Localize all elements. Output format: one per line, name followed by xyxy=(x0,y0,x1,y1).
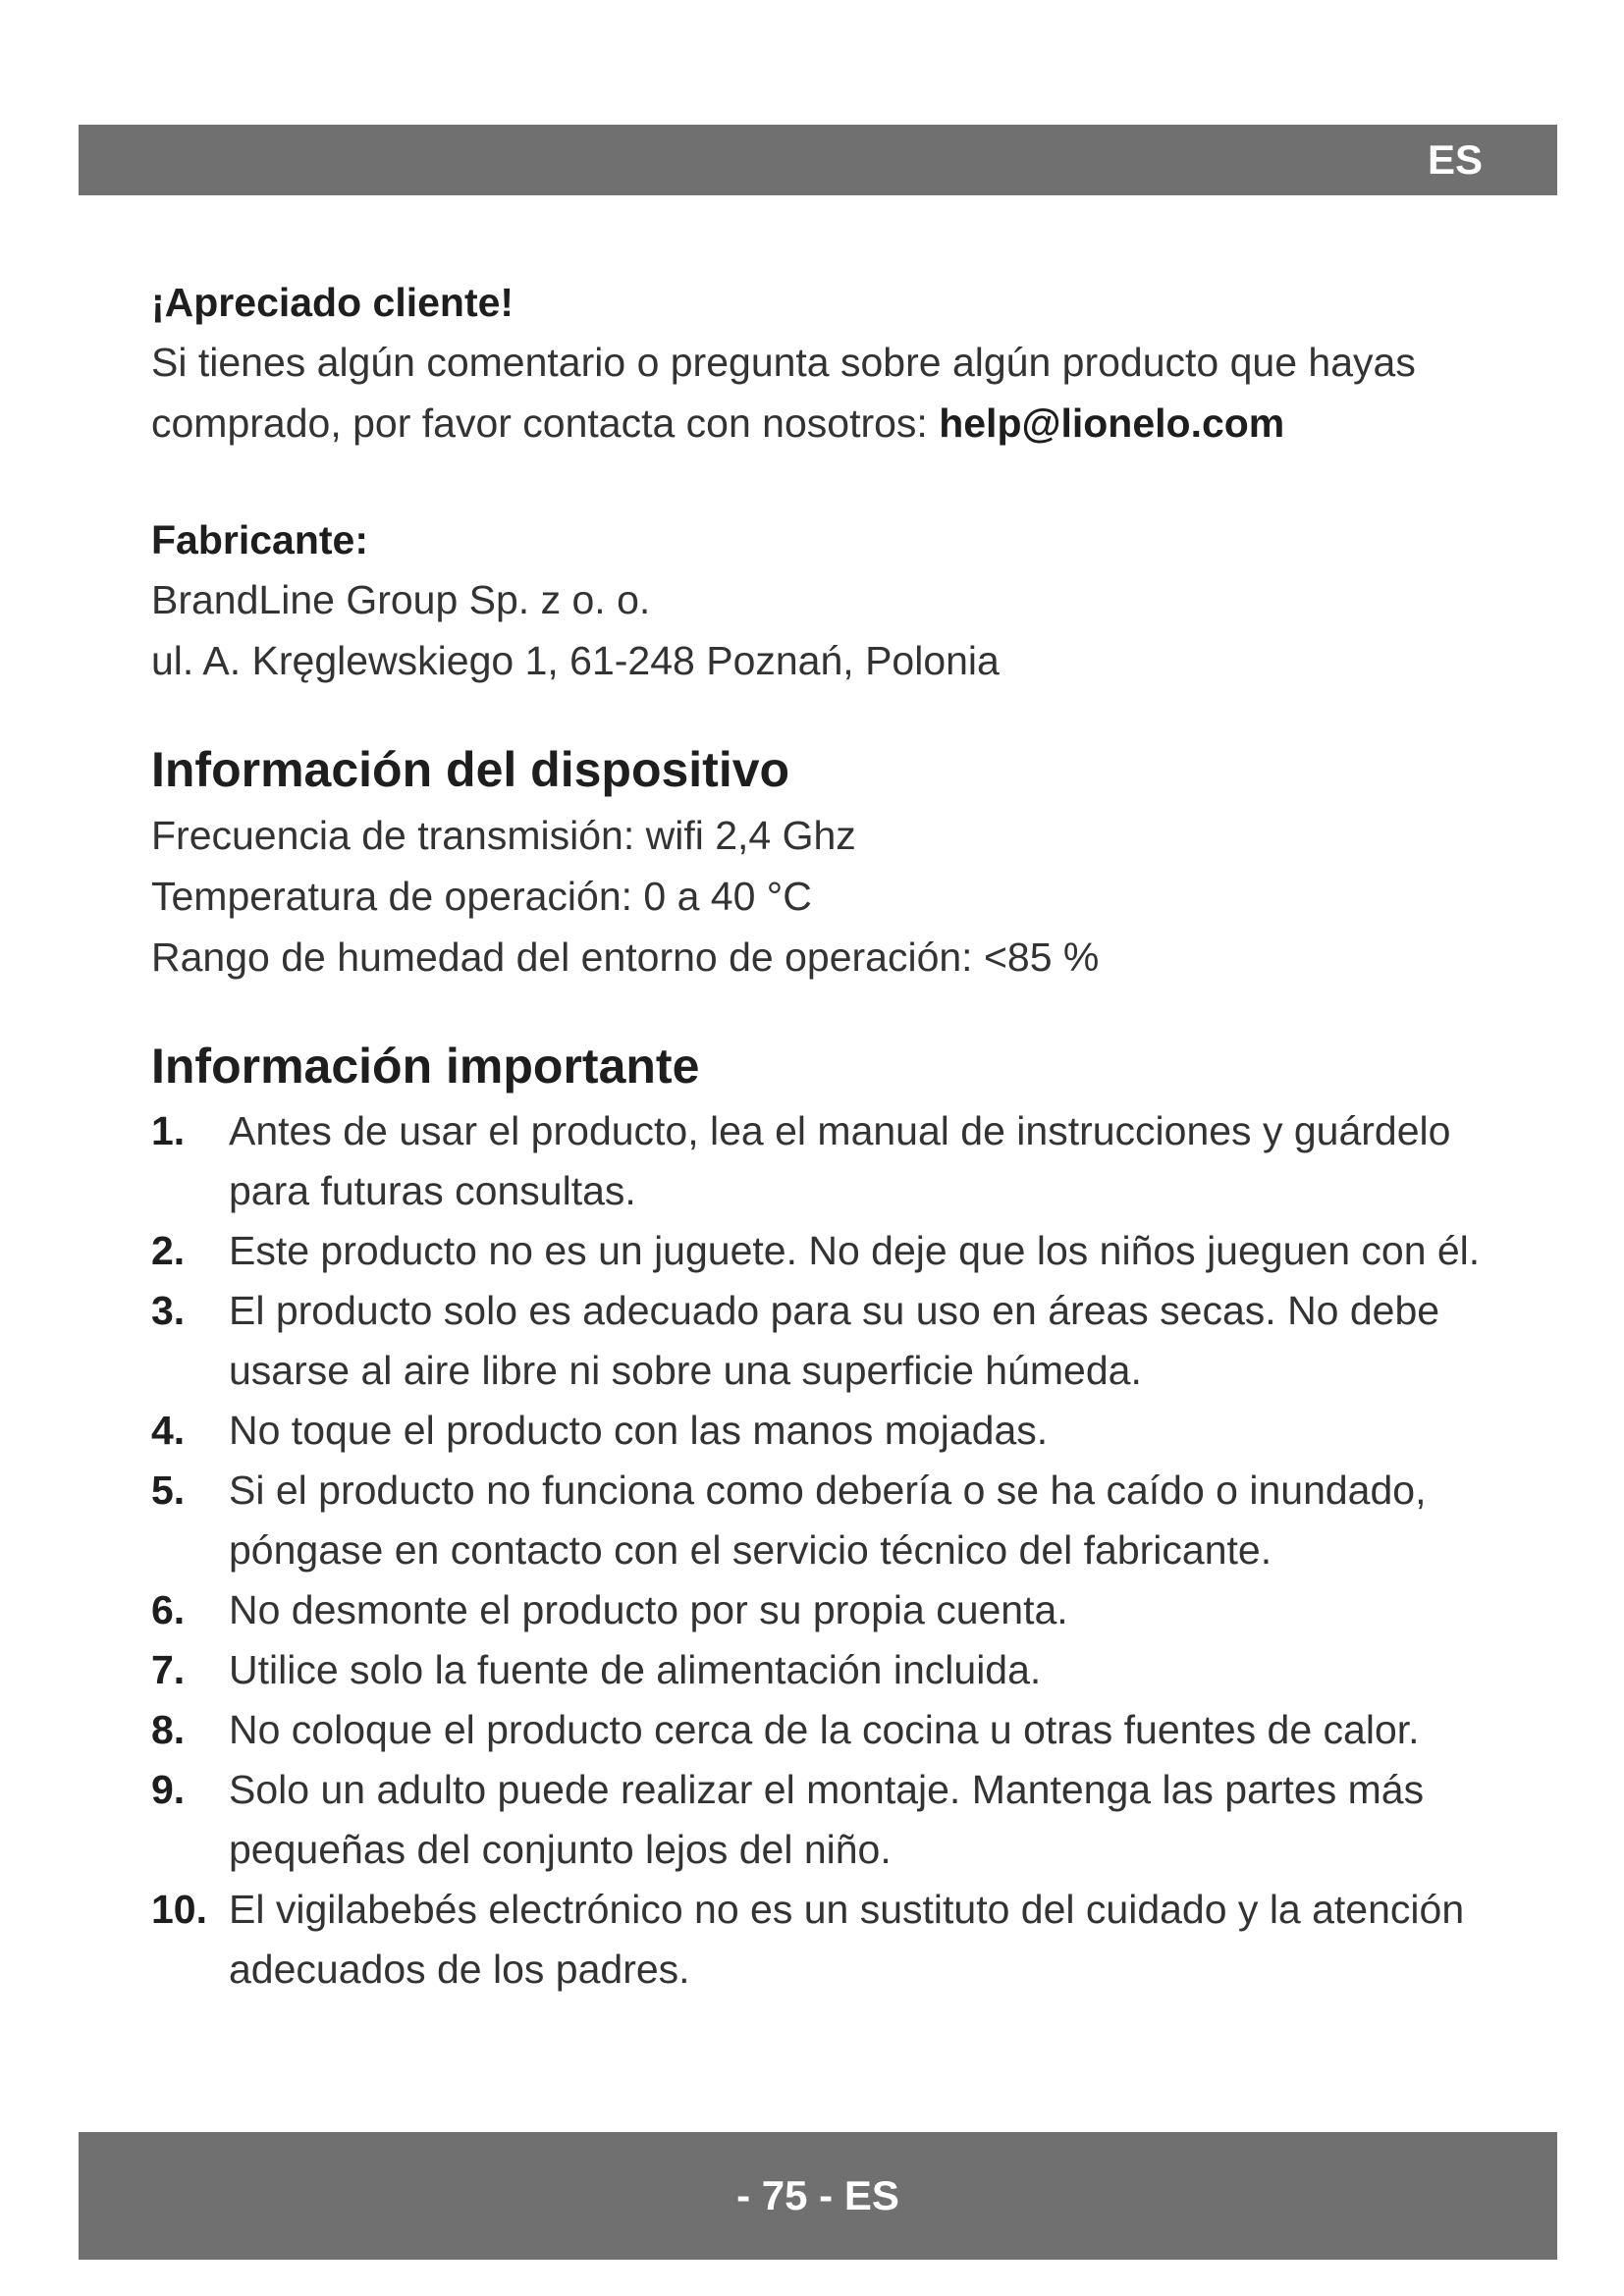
list-item-text: Utilice solo la fuente de alimentación incluida. xyxy=(229,1647,1042,1692)
greeting-body: Si tienes algún comentario o pregunta sobre algún producto que hayas comprado, por favor contacta con nosotros: xyxy=(151,340,1416,446)
list-item-number: 9. xyxy=(151,1767,186,1812)
list-item-text: Si el producto no funciona como debería o se ha caído o inundado, póngase en contacto con el servicio técnico del fabricante. xyxy=(229,1468,1427,1573)
list-item xyxy=(151,1760,1536,1880)
list-item-number: 7. xyxy=(151,1647,186,1692)
manufacturer-name: BrandLine Group Sp. z o. o. xyxy=(151,577,651,622)
list-item-text: Antes de usar el producto, lea el manual de instrucciones y guárdelo para futuras consultas. xyxy=(229,1108,1451,1213)
list-item-number: 5. xyxy=(151,1468,186,1513)
list-item-number: 8. xyxy=(151,1707,186,1752)
list-item-text: El vigilabebés electrónico no es un sustituto del cuidado y la atención adecuados de los padres. xyxy=(229,1887,1465,1992)
list-item xyxy=(151,1640,1536,1700)
list-item xyxy=(151,1580,1536,1640)
list-item-number: 4. xyxy=(151,1408,186,1453)
page-content xyxy=(151,273,1536,2000)
greeting-title: ¡Apreciado cliente! xyxy=(151,280,514,325)
manufacturer-section xyxy=(151,510,1536,691)
list-item-text: Solo un adulto puede realizar el montaje. Mantenga las partes más pequeñas del conjunto lejos del niño. xyxy=(229,1767,1425,1872)
device-info-line: Frecuencia de transmisión: wifi 2,4 Ghz xyxy=(151,813,856,858)
list-item-number: 2. xyxy=(151,1228,186,1273)
list-item-number: 10. xyxy=(151,1887,207,1932)
device-info-line: Rango de humedad del entorno de operación: <85 % xyxy=(151,934,1100,980)
page-number: - 75 - ES xyxy=(736,2172,899,2218)
list-item-text: El producto solo es adecuado para su uso en áreas secas. No debe usarse al aire libre ni sobre una superficie húmeda. xyxy=(229,1288,1440,1393)
list-item-text: Este producto no es un juguete. No deje que los niños jueguen con él. xyxy=(229,1228,1481,1273)
important-info-section xyxy=(151,1031,1536,2000)
list-item-number: 1. xyxy=(151,1108,186,1153)
important-info-list xyxy=(151,1101,1536,2000)
greeting-section xyxy=(151,273,1536,454)
list-item xyxy=(151,1101,1536,1221)
list-item xyxy=(151,1281,1536,1401)
manufacturer-title: Fabricante: xyxy=(151,517,368,562)
important-info-title: Información importante xyxy=(151,1039,700,1094)
list-item xyxy=(151,1461,1536,1580)
device-info-section xyxy=(151,734,1536,988)
list-item-number: 3. xyxy=(151,1288,186,1333)
language-label: ES xyxy=(1427,136,1483,183)
list-item-text: No coloque el producto cerca de la cocina u otras fuentes de calor. xyxy=(229,1707,1420,1752)
device-info-title: Información del dispositivo xyxy=(151,742,790,797)
manufacturer-address: ul. A. Kręglewskiego 1, 61-248 Poznań, Polonia xyxy=(151,638,1000,683)
list-item-text: No desmonte el producto por su propia cuenta. xyxy=(229,1587,1068,1632)
list-item xyxy=(151,1401,1536,1461)
footer-bar xyxy=(79,2132,1557,2260)
list-item-text: No toque el producto con las manos mojadas. xyxy=(229,1408,1049,1453)
device-info-line: Temperatura de operación: 0 a 40 °C xyxy=(151,874,812,919)
header-bar xyxy=(79,125,1557,195)
contact-email: help@lionelo.com xyxy=(939,400,1285,446)
list-item-number: 6. xyxy=(151,1587,186,1632)
greeting-text xyxy=(151,332,1536,454)
list-item xyxy=(151,1700,1536,1760)
list-item xyxy=(151,1880,1536,2000)
list-item xyxy=(151,1221,1536,1281)
